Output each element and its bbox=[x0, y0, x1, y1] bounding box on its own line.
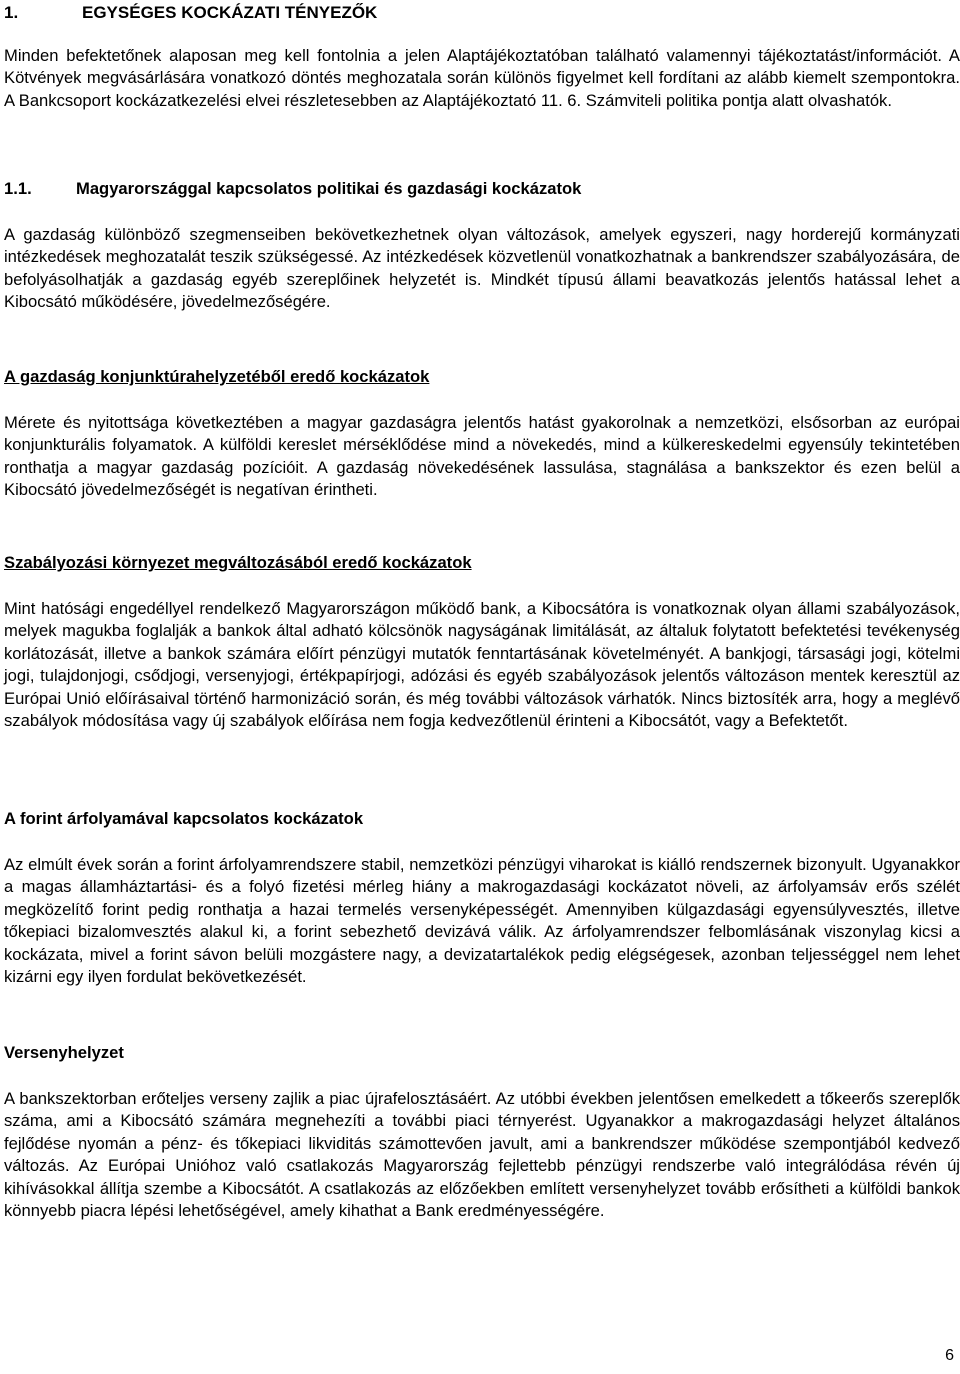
topic-text-competition: A bankszektorban erőteljes verseny zajlik a piac újrafelosztásáért. Az utóbbi években jelentősen emelkedett a tőkeerős szereplők száma, ami a Kibocsátó számára megnehezíti a további piaci térnyerést. Ugyanakkor a makrogazdasági helyzet általános fejlődése nyomán a pénz- és tőkepiaci likviditás számottevően javult, ami a bankrendszer működése szempontjából kedvező változás. Az Európai Unióhoz való csatlakozás Magyarország fejlettebb pénzügyi rendszerbe való integrálódása révén új kihívásokkal állítja szembe a Kibocsátót. A csatlakozás az előzőekben említett versenyhelyzet tovább erősítheti a külföldi bankok könnyebb piacra lépési lehetőségével, amely kihathat a Bank eredményességére. bbox=[4, 1089, 960, 1221]
topic-heading-economic-cycle: A gazdaság konjunktúrahelyzetéből eredő kockázatok bbox=[4, 367, 430, 386]
subsection-intro-paragraph: A gazdaság különböző szegmenseiben bekövetkezhetnek olyan változások, amelyek egyszeri, nagy horderejű kormányzati intézkedések meghozatalát teszik szükségessé. Az intézkedések közvetlenül vonatkozhatnak a bankrendszer szabályozására, de befolyásolhatják a gazdaság egyéb szereplőinek helyzetét is. Mindkét típusú állami beavatkozás jelentős hatással lehet a Kibocsátó működésére, jövedelmezőségére. bbox=[4, 225, 960, 312]
topic-heading-competition: Versenyhelyzet bbox=[4, 1043, 124, 1062]
section-title: EGYSÉGES KOCKÁZATI TÉNYEZŐK bbox=[82, 3, 378, 22]
page-number: 6 bbox=[945, 1347, 954, 1364]
topic-heading-regulation: Szabályozási környezet megváltozásából eredő kockázatok bbox=[4, 553, 472, 572]
intro-paragraph: Minden befektetőnek alaposan meg kell fontolnia a jelen Alaptájékoztatóban található valamennyi tájékoztatást/információt. A Kötvények megvásárlására vonatkozó döntés meghozatala során különös figyelmet kell fordítani az alább kiemelt szempontokra. A Bankcsoport kockázatkezelési elvei részletesebben az Alaptájékoztató 11. 6. Számviteli politika pontja alatt olvashatók. bbox=[4, 46, 960, 110]
section-number: 1. bbox=[4, 3, 19, 22]
subsection-title: Magyarországgal kapcsolatos politikai és gazdasági kockázatok bbox=[76, 179, 582, 198]
topic-text-economic-cycle: Mérete és nyitottsága következtében a magyar gazdaságra jelentős hatást gyakorolnak a nemzetközi, elsősorban az európai konjunkturális folyamatok. A külföldi kereslet mérséklődése mind a növekedés, mind a külkereskedelmi egyensúly tekintetében ronthatja a magyar gazdaság pozícióit. A gazdaság növekedésének lassulása, stagnálása a bankszektor és ezen belül a Kibocsátó jövedelmezőségét is negatívan érintheti. bbox=[4, 413, 960, 500]
subsection-number: 1.1. bbox=[4, 179, 32, 198]
section-heading bbox=[4, 1, 377, 25]
topic-text-exchange-rate: Az elmúlt évek során a forint árfolyamrendszere stabil, nemzetközi pénzügyi viharokat is kiálló rendszernek bizonyult. Ugyanakkor a magas államháztartási- és a folyó fizetési mérleg hiány a makrogazdasági kockázatot növeli, az árfolyamsáv erős szélét megközelítő forint pedig ronthatja a hazai termelés versenyképességét. Amennyiben külgazdasági egyensúlyvesztés, illetve tőkepiaci bizalomvesztés alakul ki, a forint sebezhető devizává válik. Az árfolyamrendszer felbomlásának viszonylag kicsi a kockázata, mivel a forint sávon belüli mozgástere nagy, a devizatartalékok pedig elégségesek, azonban teljességgel nem lehet kizárni egy ilyen fordulat bekövetkezését. bbox=[4, 855, 960, 987]
topic-text-regulation: Mint hatósági engedéllyel rendelkező Magyarországon működő bank, a Kibocsátóra is vonatkoznak olyan állami szabályozások, melyek magukba foglalják a bankok által adható kölcsönök nagyságának limitálását, az általuk folytatott befektetési tevékenység korlátozását, illetve a bankok számára előírt pénzügyi mutatók fenntartásának követelményét. A bankjogi, társasági jogi, kötelmi jogi, tulajdonjogi, csődjogi, versenyjogi, értékpapírjogi, adózási és egyéb szabályozások jelentős változáson mentek keresztül az Európai Unió előírásaival történő harmonizáció során, és még további változások várhatók. Nincs biztosíték arra, hogy a meglévő szabályok módosítása vagy új szabályok előírása nem fogja kedvezőtlenül érinteni a Kibocsátót, vagy a Befektetőt. bbox=[4, 599, 960, 731]
topic-heading-exchange-rate: A forint árfolyamával kapcsolatos kockázatok bbox=[4, 809, 364, 828]
subsection-heading bbox=[4, 178, 581, 200]
